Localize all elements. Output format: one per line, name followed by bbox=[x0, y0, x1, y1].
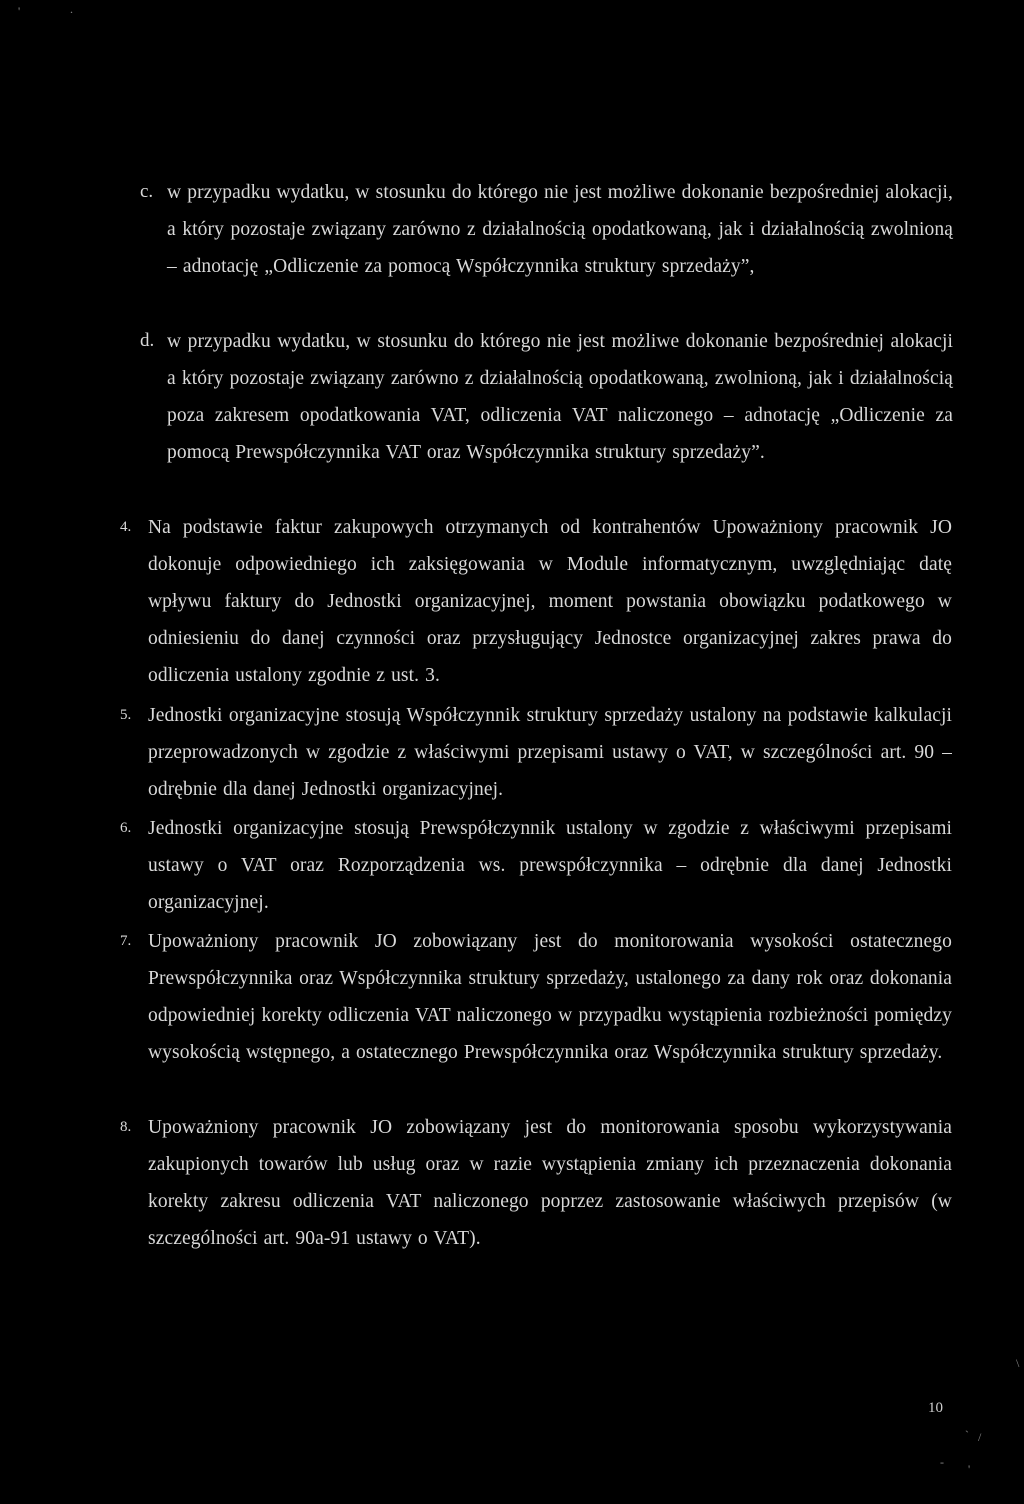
page-number: 10 bbox=[928, 1400, 943, 1416]
list-marker: c. bbox=[140, 181, 154, 202]
list-item-text: Upoważniony pracownik JO zobowiązany jest do monitorowania sposobu wykorzystywania zakupionych towarów lub usług oraz w razie wystąpienia zmiany ich przeznaczenia dokonania korekty zakresu odliczenia VAT naliczonego poprzez zastosowanie właściwych przepisów (w szczególności art. 90a-91 ustawy o VAT). bbox=[148, 1117, 952, 1249]
scan-speck: - bbox=[940, 1455, 944, 1469]
scan-speck: . bbox=[70, 2, 73, 16]
list-item-text: w przypadku wydatku, w stosunku do którego nie jest możliwe dokonanie bezpośredniej alokacji a który pozostaje związany zarówno z działalnością opodatkowaną, zwolnioną, jak i działalnością poza zakresem opodatkowania VAT, odliczenia VAT naliczonego – adnotację „Odliczenie za pomocą Prewspółczynnika VAT oraz Współczynnika struktury sprzedaży”. bbox=[167, 331, 953, 463]
list-item-text: Na podstawie faktur zakupowych otrzymanych od kontrahentów Upoważniony pracownik JO dokonuje odpowiedniego ich zaksięgowania w Module informatycznym, uwzględniając datę wpływu faktury do Jednostki organizacyjnej, moment powstania obowiązku podatkowego w odniesieniu do danej czynności oraz przysługujący Jednostce organizacyjnej zakres prawa do odliczenia ustalony zgodnie z ust. 3. bbox=[148, 517, 952, 686]
list-marker: 5. bbox=[120, 707, 132, 723]
list-marker: d. bbox=[140, 330, 155, 351]
scan-speck: ` bbox=[965, 1428, 969, 1442]
scan-speck: / bbox=[978, 1430, 982, 1444]
list-item-text: Upoważniony pracownik JO zobowiązany jest do monitorowania wysokości ostatecznego Prewspółczynnika oraz Współczynnika struktury sprzedaży, ustalonego za dany rok oraz dokonania odpowiedniej korekty odliczenia VAT naliczonego w przypadku wystąpienia rozbieżności pomiędzy wysokością wstępnego, a ostatecznego Prewspółczynnika oraz Współczynnika struktury sprzedaży. bbox=[148, 931, 952, 1063]
list-marker: 4. bbox=[120, 519, 132, 535]
list-item-text: Jednostki organizacyjne stosują Prewspółczynnik ustalony w zgodzie z właściwymi przepisami ustawy o VAT oraz Rozporządzenia ws. prewspółczynnika – odrębnie dla danej Jednostki organizacyjnej. bbox=[148, 818, 952, 913]
list-item-text: Jednostki organizacyjne stosują Współczynnik struktury sprzedaży ustalony na podstawie kalkulacji przeprowadzonych w zgodzie z właściwymi przepisami ustawy o VAT, w szczególności art. 90 – odrębnie dla danej Jednostki organizacyjnej. bbox=[148, 705, 952, 800]
scan-speck: ' bbox=[18, 4, 21, 18]
scan-speck: ' bbox=[968, 1462, 971, 1476]
scan-speck: \ bbox=[1016, 1356, 1020, 1370]
list-item-text: w przypadku wydatku, w stosunku do którego nie jest możliwe dokonanie bezpośredniej alokacji, a który pozostaje związany zarówno z działalnością opodatkowaną, jak i działalnością zwolnioną – adnotację „Odliczenie za pomocą Współczynnika struktury sprzedaży”, bbox=[167, 182, 953, 277]
list-marker: 6. bbox=[120, 820, 132, 836]
list-marker: 8. bbox=[120, 1119, 132, 1135]
list-marker: 7. bbox=[120, 933, 132, 949]
